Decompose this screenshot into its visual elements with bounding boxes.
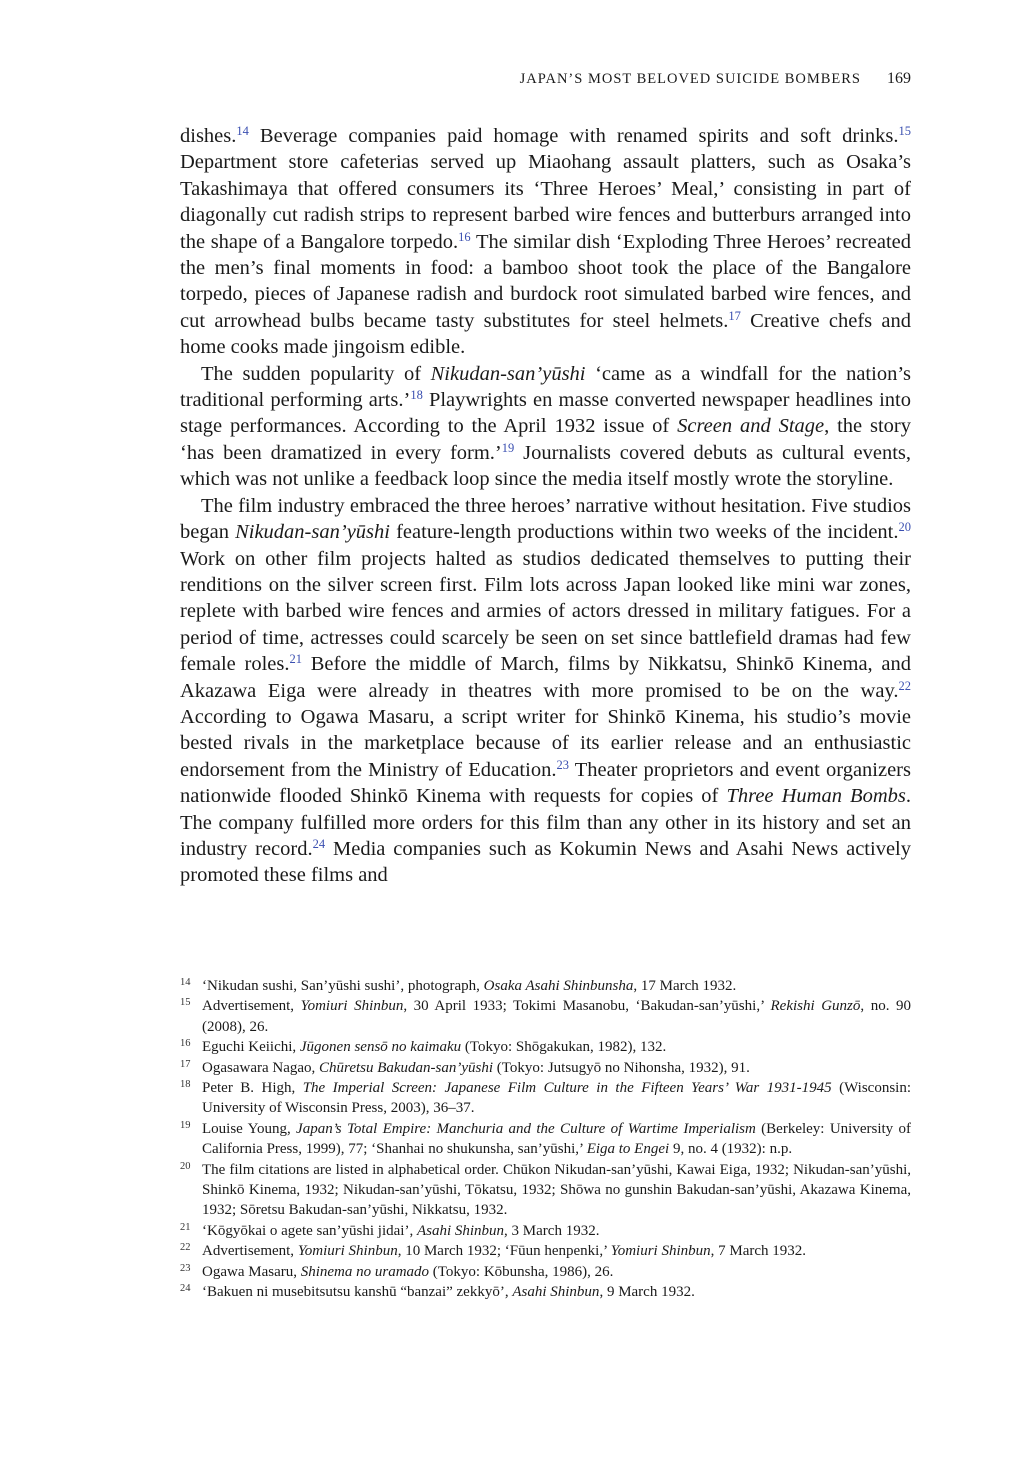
footnote-ref[interactable]: 20	[898, 520, 911, 535]
footnote-ref[interactable]: 15	[898, 124, 911, 138]
footnote	[180, 1282, 911, 1302]
footnote-ref[interactable]: 24	[312, 836, 326, 851]
footnote	[180, 1241, 911, 1261]
footnote-ref[interactable]: 19	[501, 440, 515, 455]
text-run: ‘Nikudan sushi, San’yūshi sushi’, photograph,	[202, 978, 484, 994]
footnote-number: 16	[180, 1038, 191, 1050]
footnote-ref[interactable]: 17	[728, 308, 741, 323]
italic-title: Yomiuri Shinbun	[297, 1243, 398, 1260]
text-run: , 17 March 1932.	[633, 978, 737, 994]
text-run: Advertisement,	[202, 1243, 298, 1260]
text-run: (Tokyo: Shōgakukan, 1982), 132.	[461, 1039, 667, 1056]
footnote-number: 14	[180, 977, 191, 988]
text-run: Media companies such as Kokumin News and Asahi News actively promoted these films and	[180, 837, 911, 887]
text-run: The sudden popularity of	[201, 362, 431, 385]
text-run: feature-length productions within two weeks of the incident.	[389, 521, 899, 544]
italic-title: Chūretsu Bakudan-san’yūshi	[319, 1059, 494, 1076]
text-run: , 9 March 1932.	[599, 1284, 695, 1301]
italic-title: Japan’s Total Empire: Manchuria and the Culture of Wartime Imperialism	[296, 1120, 756, 1137]
italic-title: Eiga to Engei	[586, 1141, 670, 1158]
paragraph-2	[180, 361, 911, 493]
text-run: According to Ogawa Masaru, a script writer for Shinkō Kinema, his studio’s movie bested rivals in the marketplace because of its earlier release and an enthusiastic endorsement from the Ministry of Education.	[180, 705, 911, 781]
italic-title: Yomiuri Shinbun	[610, 1243, 711, 1260]
text-run: Department store cafeterias served up Miaohang assault platters, such as Osaka’s Takashimaya that offered consumers its ‘Three Heroes’ Meal,’ consisting in part of diagonally cut radish strips to represent barbed wire fences and butterburs arranged into the shape of a Bangalore torpedo.	[180, 151, 911, 253]
text-run: Theater proprietors and event organizers nationwide flooded Shinkō Kinema with requests for copies of	[180, 758, 911, 808]
footnote-ref[interactable]: 21	[289, 652, 302, 667]
text-run: Journalists covered debuts as cultural events, which was not unlike a feedback loop since the media itself mostly wrote the storyline.	[180, 441, 911, 491]
footnote	[180, 1262, 911, 1282]
text-run: Before the middle of March, films by Nikkatsu, Shinkō Kinema, and Akazawa Eiga were already in theatres with more promised to be on the way.	[180, 653, 911, 702]
footnote-number: 20	[180, 1160, 191, 1172]
italic-title: Nikudan-san’yūshi	[235, 521, 390, 544]
footnote	[180, 1078, 911, 1119]
italic-title: Jūgonen sensō no kaimaku	[299, 1039, 462, 1056]
italic-title: Asahi Shinbun	[512, 1284, 600, 1301]
text-run: Work on other film projects halted as studios dedicated themselves to putting their renditions on the silver screen first. Film lots across Japan looked like mini war zones, replete with barbed wire fences and armies of actors dressed in military fatigues. For a period of time, actresses could scarcely be seen on set since battlefield dramas had few female roles.	[180, 547, 911, 676]
italic-title: Yomiuri Shinbun	[300, 998, 404, 1015]
text-run: ‘Kōgyōkai o agete san’yūshi jidai’,	[202, 1222, 417, 1239]
text-run: , 3 March 1932.	[504, 1222, 600, 1239]
footnote-number: 15	[180, 997, 191, 1009]
text-run: (Berkeley: University of California Press, 1999), 77; ‘Shanhai no shukunsha, san’yūshi,’	[202, 1120, 911, 1158]
text-run: ‘Bakuen ni musebitsutsu kanshū “banzai” zekkyō’,	[202, 1284, 513, 1301]
footnote-number: 17	[180, 1058, 191, 1070]
footnote-number: 22	[180, 1242, 191, 1254]
footnote-ref[interactable]: 18	[410, 388, 423, 403]
paragraph-1	[180, 123, 911, 361]
italic-title: Asahi Shinbun	[416, 1222, 505, 1239]
text-run: Beverage companies paid homage with renamed spirits and soft drinks.	[248, 125, 899, 147]
running-header	[180, 70, 911, 88]
footnote-number: 23	[180, 1262, 191, 1274]
footnotes	[180, 976, 911, 1303]
text-run: Creative chefs and home cooks made jingoism edible.	[180, 309, 911, 359]
footnote	[180, 976, 911, 996]
text-run: 9, no. 4 (1932): n.p.	[669, 1141, 793, 1158]
text-run: Peter B. High,	[202, 1080, 303, 1097]
text-run: ‘came as a windfall for the nation’s traditional performing arts.’	[180, 362, 911, 412]
text-run: Ogawa Masaru,	[202, 1263, 301, 1280]
body-text	[180, 123, 911, 889]
text-run: (Wisconsin: University of Wisconsin Press, 2003), 36–37.	[202, 1080, 912, 1117]
text-run: Eguchi Keiichi,	[202, 1039, 300, 1056]
text-run: (Tokyo: Jutsugyō no Nihonsha, 1932), 91.	[493, 1059, 750, 1076]
running-title: JAPAN’S MOST BELOVED SUICIDE BOMBERS	[519, 71, 861, 87]
footnote-number: 21	[180, 1221, 191, 1233]
text-run: (Tokyo: Kōbunsha, 1986), 26.	[429, 1263, 614, 1280]
italic-title: Osaka Asahi Shinbunsha	[483, 978, 634, 994]
footnote-ref[interactable]: 16	[458, 229, 471, 244]
footnote-number: 24	[180, 1283, 191, 1295]
text-run: The film industry embraced the three heroes’ narrative without hesitation. Five studios began	[180, 494, 911, 544]
page-number: 169	[887, 70, 911, 87]
footnote	[180, 1119, 911, 1160]
italic-title: Nikudan-san’yūshi	[430, 362, 586, 385]
text-run: , 7 March 1932.	[710, 1243, 807, 1260]
italic-title: The Imperial Screen: Japanese Film Culture in the Fifteen Years’ War 1931-1945	[302, 1080, 832, 1097]
text-run: , the story ‘has been dramatized in every form.’	[180, 415, 912, 464]
footnote-number: 19	[180, 1119, 191, 1131]
text-run: , no. 90 (2008), 26.	[202, 998, 912, 1035]
footnote	[180, 1037, 911, 1057]
italic-title: Shinema no uramado	[300, 1263, 430, 1280]
paragraph-3	[180, 493, 911, 889]
text-run: Advertisement,	[202, 998, 301, 1015]
footnote-ref[interactable]: 22	[898, 678, 911, 693]
text-run: The similar dish ‘Exploding Three Heroes’ recreated the men’s final moments in food: a bamboo shoot took the place of the Bangalore torpedo, pieces of Japanese radish and burdock root simulated barbed wire fences, and cut arrowhead bulbs became tasty substitutes for steel helmets.	[180, 230, 911, 332]
footnote-number: 18	[180, 1079, 191, 1091]
italic-title: Three Human Bombs	[726, 785, 906, 808]
footnote-ref[interactable]: 14	[236, 124, 249, 138]
footnote	[180, 1058, 911, 1078]
italic-title: Rekishi Gunzō	[770, 998, 861, 1015]
footnote	[180, 1160, 911, 1221]
footnote-ref[interactable]: 23	[556, 757, 569, 772]
italic-title: Screen and Stage	[677, 415, 825, 438]
text-run: Louise Young,	[202, 1120, 297, 1137]
footnote	[180, 996, 911, 1037]
text-run: Ogasawara Nagao,	[202, 1059, 320, 1076]
text-run: , 10 March 1932; ‘Fūun henpenki,’	[397, 1243, 611, 1260]
footnote	[180, 1221, 911, 1241]
text-run: Playwrights en masse converted newspaper headlines into stage performances. According to the April 1932 issue of	[180, 389, 911, 438]
text-run: . The company fulfilled more orders for this film than any other in its history and set an industry record.	[180, 785, 911, 860]
text-run: , 30 April 1933; Tokimi Masanobu, ‘Bakudan-san’yūshi,’	[403, 998, 771, 1015]
text-run: dishes.	[180, 125, 237, 147]
text-run: The film citations are listed in alphabetical order. Chūkon Nikudan-san’yūshi, Kawai Eiga, 1932; Nikudan-san’yūshi, Shinkō Kinema, 1932; Nikudan-san’yūshi, Tōkatsu, 1932; Shōwa no gunshin Bakudan-san’yūshi, Akazawa Kinema, 1932; Sōretsu Bakudan-san’yūshi, Nikkatsu, 1932.	[202, 1161, 911, 1219]
